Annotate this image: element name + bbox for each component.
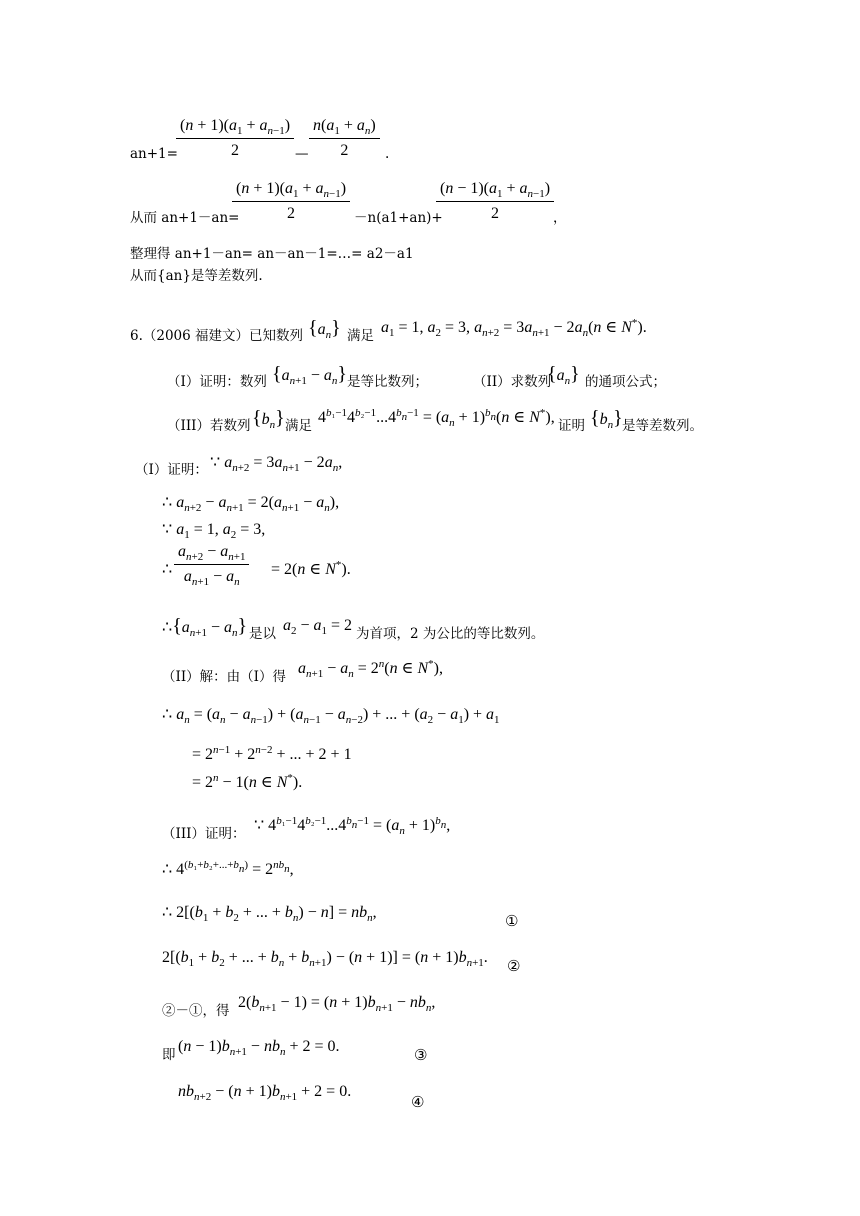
part3-label: （III）若数列 bbox=[167, 418, 251, 434]
math-seq-b-2: $\{b_n\}$ bbox=[590, 407, 623, 431]
marker-2: ② bbox=[507, 957, 521, 975]
marker-3: ③ bbox=[414, 1046, 428, 1064]
part2-tail: 的通项公式； bbox=[585, 374, 666, 390]
math-s3-given: ∵ $4^{b_1-1}4^{b_2-1}...4^{b_n-1} = (a_n + 1)^{b_n}$, bbox=[254, 815, 451, 837]
math-s2-sum: ∴ $a_n = (a_n - a_{n-1}) + (a_{n-1} - a_{n-2})$ + ... + $(a_2 - a_1) + a_1$ bbox=[162, 706, 500, 726]
math-s3-eq2: $2[(b_1 + b_2$ + ... + $b_n + b_{n+1}) - (n + 1)] = (n + 1)b_{n+1}$. bbox=[162, 949, 488, 969]
math-s1-concl-seq: $\therefore\{a_{n+1} - a_n\}$ bbox=[162, 615, 248, 639]
comma: ， bbox=[553, 210, 567, 226]
s1-text2: 为首项，2 为公比的等比数列。 bbox=[356, 626, 545, 642]
math-s1-step1: ∴ $a_{n+2} - a_{n+1} = 2(a_{n+1} - a_n)$, bbox=[162, 494, 340, 514]
math-s2-result: = $2^n - 1(n$ ∈ N*). bbox=[192, 772, 303, 791]
math-diff-seq: $\{a_{n+1} - a_n\}$ bbox=[272, 363, 347, 387]
period: . bbox=[385, 146, 390, 162]
conclusion-line: 从而{an}是等差数列. bbox=[130, 268, 263, 284]
satisfy-text: 满足 bbox=[347, 328, 374, 344]
diff-mid: －n(a1+an)+ bbox=[354, 210, 443, 226]
part3-satisfy: 满足 bbox=[285, 418, 312, 434]
fraction-ratio: $\frac{a_{n+2} - a_{n+1}}{a_{n+1} - a_n}$ bbox=[174, 543, 249, 586]
math-first-term: $a_2 - a_1 = 2$ bbox=[283, 617, 353, 637]
subtract-label: ②－①，得 bbox=[162, 1003, 230, 1019]
simplify-line: 整理得 an+1－an= an－an－1=…= a2－a1 bbox=[130, 246, 414, 262]
part3-prove: 证明 bbox=[558, 418, 585, 434]
problem-header: 6.（2006 福建文）已知数列 bbox=[130, 328, 304, 344]
fraction-1: $\frac{(n + 1)(a_1 + a_{n-1})}{2}$ bbox=[176, 117, 294, 160]
part2-label: （II）求数列 bbox=[473, 374, 552, 390]
minus-sign: — bbox=[295, 146, 309, 162]
fraction-4: $\frac{(n - 1)(a_1 + a_{n-1})}{2}$ bbox=[436, 180, 554, 223]
part1-label: （I）证明：数列 bbox=[167, 374, 267, 390]
math-s3-eq3: $(n - 1)b_{n+1} - nb_n + 2 = 0$. bbox=[178, 1038, 340, 1058]
marker-4: ④ bbox=[411, 1093, 425, 1111]
solution-3-label: （III）证明： bbox=[162, 826, 246, 842]
s1-text1: 是以 bbox=[249, 626, 276, 642]
math-s1-step2: ∵ $a_1 = 1$, $a_2 = 3$, bbox=[162, 521, 266, 541]
math-s3-power: ∴ $4^{(b_1+b_2+...+b_n)} = 2^{nb_n}$, bbox=[162, 859, 294, 878]
math-s3-eq4: $nb_{n+2} - (n + 1)b_{n+1} + 2 = 0$. bbox=[178, 1083, 352, 1103]
part1-tail: 是等比数列； bbox=[347, 374, 428, 390]
math-seq-a: $\{a_n\}$ bbox=[308, 317, 341, 341]
math-product-condition: $4^{b_1-1}4^{b_2-1}...4^{b_n-1} = (a_n + 1)^{b_n}(n$ ∈ N*), bbox=[318, 407, 555, 429]
math-ratio-result: = 2(n ∈ N*). bbox=[271, 559, 351, 578]
marker-1: ① bbox=[505, 912, 519, 930]
solution-2-label: （II）解：由（I）得 bbox=[162, 669, 286, 685]
math-s3-sub: $2(b_{n+1} - 1) = (n + 1)b_{n+1} - nb_n$, bbox=[238, 994, 436, 1014]
ji-label: 即 bbox=[162, 1047, 176, 1063]
math-s2-powers: = $2^{n-1} + 2^{n-2}$ + ... + 2 + 1 bbox=[192, 744, 352, 763]
math-recurrence: $a_1 = 1$, $a_2 = 3$, $a_{n+2} = 3a_{n+1} - 2a_n(n$ ∈ N*). bbox=[381, 317, 647, 339]
an1-label: an+1= bbox=[130, 146, 178, 162]
fraction-2: $\frac{n(a_1 + a_n)}{2}$ bbox=[309, 117, 380, 160]
math-seq-b: $\{b_n\}$ bbox=[252, 407, 285, 431]
math-seq-a-2: $\{a_n\}$ bbox=[547, 363, 580, 387]
diff-label: 从而 an+1－an= bbox=[130, 210, 240, 226]
part3-tail: 是等差数列。 bbox=[622, 418, 703, 434]
math-s2-diff: $a_{n+1} - a_n = 2^n(n$ ∈ N*), bbox=[298, 658, 443, 680]
fraction-3: $\frac{(n + 1)(a_1 + a_{n-1})}{2}$ bbox=[232, 180, 350, 223]
math-therefore: ∴ bbox=[162, 561, 173, 578]
math-s3-eq1: ∴ $2[(b_1 + b_2$ + ... + $b_n) - n] = nb_n$, bbox=[162, 904, 377, 924]
math-s1-given: ∵ $a_{n+2} = 3a_{n+1} - 2a_n$, bbox=[210, 454, 343, 474]
solution-1-label: （I）证明： bbox=[135, 462, 208, 478]
